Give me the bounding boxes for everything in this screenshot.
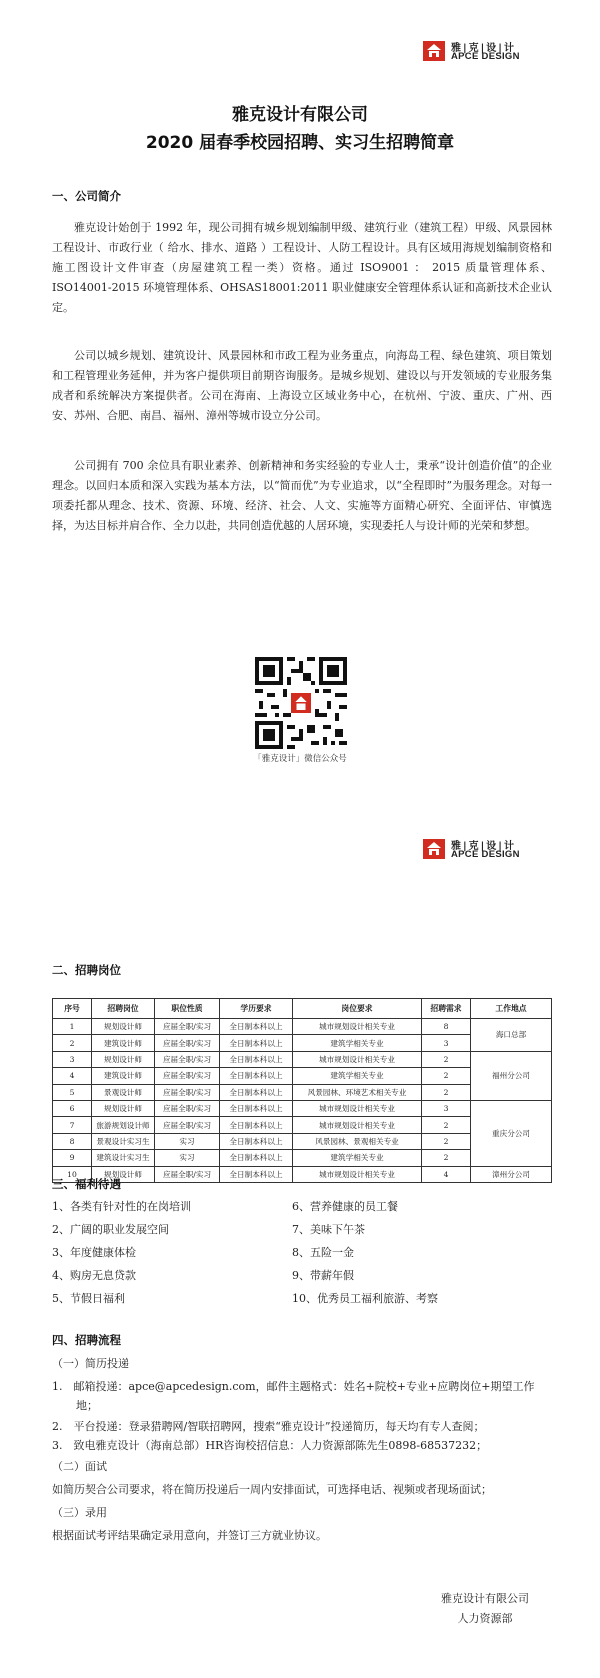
table-cell: 3: [422, 1100, 471, 1116]
benefit-item: 1、各类有针对性的在岗培训: [52, 1200, 191, 1213]
benefit-item: 6、营养健康的员工餐: [292, 1200, 398, 1213]
process-item-email-cont: 地；: [76, 1399, 98, 1412]
table-cell: 实习: [155, 1150, 220, 1166]
table-cell: 2: [422, 1068, 471, 1084]
table-cell: 全日制本科以上: [220, 1035, 293, 1051]
process-subheading-resume: （一）简历投递: [52, 1357, 129, 1370]
benefit-item: 3、年度健康体检: [52, 1246, 136, 1259]
table-cell: 应届全职/实习: [155, 1117, 220, 1133]
table-cell: 景观设计实习生: [92, 1133, 155, 1149]
table-cell: 全日制本科以上: [220, 1166, 293, 1182]
benefit-item: 5、节假日福利: [52, 1292, 125, 1305]
intro-paragraph-3: 公司拥有 700 余位具有职业素养、创新精神和务实经验的专业人士，秉承“设计创造价值”的企业理念。以回归本质和深入实践为基本方法，以“简而优”为专业追求，以“全程即时”为服务理念。对每一项委托都从理念、技术、资源、环境、经济、社会、人文、实施等方面精心研究、全面评估、审慎选择，为达目标并肩合作、全力以赴，共同创造优越的人居环境，实现委托人与设计师的光荣和梦想。: [52, 459, 552, 532]
table-cell: 1: [53, 1019, 92, 1035]
table-cell-location: 福州分公司: [471, 1051, 552, 1100]
qr-caption: 「雅克设计」微信公众号: [253, 754, 347, 764]
column-header: 招聘需求: [422, 999, 471, 1019]
section-heading-benefits: 三、福利待遇: [52, 1177, 121, 1191]
table-cell: 建筑设计师: [92, 1068, 155, 1084]
table-cell: 规划设计师: [92, 1100, 155, 1116]
table-cell: 2: [53, 1035, 92, 1051]
table-cell: 8: [53, 1133, 92, 1149]
table-cell: 8: [422, 1019, 471, 1035]
table-cell: 应届全职/实习: [155, 1166, 220, 1182]
table-cell: 应届全职/实习: [155, 1084, 220, 1100]
logo-text-en: APCE DESIGN: [451, 51, 520, 62]
benefit-item: 2、广阔的职业发展空间: [52, 1223, 169, 1236]
table-cell: 9: [53, 1150, 92, 1166]
benefit-item: 4、购房无息贷款: [52, 1269, 136, 1282]
signature-company: 雅克设计有限公司: [441, 1592, 529, 1605]
process-subheading-hire: （三）录用: [52, 1506, 107, 1519]
table-cell: 5: [53, 1084, 92, 1100]
section-heading-process: 四、招聘流程: [52, 1333, 121, 1347]
section-heading-jobs: 二、招聘岗位: [52, 963, 121, 977]
table-cell: 规划设计师: [92, 1166, 155, 1182]
benefit-item: 10、优秀员工福利旅游、考察: [292, 1292, 438, 1305]
column-header: 学历要求: [220, 999, 293, 1019]
table-cell: 2: [422, 1084, 471, 1100]
section-heading-intro: 一、公司简介: [52, 189, 121, 203]
table-cell: 3: [422, 1035, 471, 1051]
process-hire-text: 根据面试考评结果确定录用意向，并签订三方就业协议。: [52, 1529, 327, 1542]
intro-paragraph-2: 公司以城乡规划、建筑设计、风景园林和市政工程为业务重点，向海岛工程、绿色建筑、项目策划和工程管理业务延伸，并为客户提供项目前期咨询服务。是城乡规划、建设以与开发领域的专业服务集成者和系统解决方案提供者。公司在海南、上海设立区域业务中心，在杭州、宁波、重庆、广州、西安、苏州、合肥、南昌、福州、漳州等城市设立分公司。: [52, 349, 552, 422]
page-subtitle: 2020 届春季校园招聘、实习生招聘简章: [145, 133, 455, 153]
table-cell-location: 海口总部: [471, 1019, 552, 1052]
table-cell: 建筑设计师: [92, 1035, 155, 1051]
column-header: 职位性质: [155, 999, 220, 1019]
table-cell: 3: [53, 1051, 92, 1067]
table-cell: 风景园林、景观相关专业: [293, 1133, 422, 1149]
table-cell: 应届全职/实习: [155, 1068, 220, 1084]
table-cell: 全日制本科以上: [220, 1133, 293, 1149]
table-cell: 10: [53, 1166, 92, 1182]
table-header-row: [53, 999, 552, 1019]
table-cell: 2: [422, 1150, 471, 1166]
table-cell: 应届全职/实习: [155, 1100, 220, 1116]
process-item-email: 1. 邮箱投递：apce@apcedesign.com，邮件主题格式：姓名+院校+专业+应聘岗位+期望工作: [52, 1380, 535, 1393]
benefit-item: 9、带薪年假: [292, 1269, 354, 1282]
table-cell: 规划设计师: [92, 1019, 155, 1035]
table-cell-location: 重庆分公司: [471, 1100, 552, 1166]
table-cell: 全日制本科以上: [220, 1068, 293, 1084]
table-cell: 建筑学相关专业: [293, 1068, 422, 1084]
intro-paragraph-1: 雅克设计始创于 1992 年，现公司拥有城乡规划编制甲级、建筑行业（建筑工程）甲级、风景园林工程设计、市政行业（ 给水、排水、道路 ）工程设计、人防工程设计。具有区域用海规划编制资格和施工图设计文件审查（房屋建筑工程一类）资格。通过 ISO9001 ： 2015 质量管理体系、ISO14001-2015 环境管理体系、OHSAS18001:2011 职业健康安全管理体系认证和高新技术企业认定。: [52, 221, 552, 314]
process-subheading-interview: （二）面试: [52, 1460, 107, 1473]
table-cell: 城市规划设计相关专业: [293, 1051, 422, 1067]
table-cell: 4: [53, 1068, 92, 1084]
table-cell: 应届全职/实习: [155, 1019, 220, 1035]
table-cell: 建筑学相关专业: [293, 1150, 422, 1166]
process-interview-text: 如简历契合公司要求，将在简历投递后一周内安排面试，可选择电话、视频或者现场面试；: [52, 1483, 492, 1496]
column-header: 工作地点: [471, 999, 552, 1019]
table-row: [53, 1019, 552, 1035]
table-cell: 全日制本科以上: [220, 1084, 293, 1100]
table-cell: 2: [422, 1117, 471, 1133]
column-header: 招聘岗位: [92, 999, 155, 1019]
table-cell: 4: [422, 1166, 471, 1182]
logo-text-cn: 雅|克|设|计: [451, 841, 516, 852]
logo-mark-icon: [423, 41, 445, 61]
table-cell: 规划设计师: [92, 1051, 155, 1067]
column-header: 岗位要求: [293, 999, 422, 1019]
table-cell: 景观设计师: [92, 1084, 155, 1100]
table-cell: 应届全职/实习: [155, 1035, 220, 1051]
logo-text-en: APCE DESIGN: [451, 849, 520, 860]
table-cell: 7: [53, 1117, 92, 1133]
table-row: [53, 1051, 552, 1067]
wechat-qr-code: [255, 657, 347, 749]
column-header: 序号: [53, 999, 92, 1019]
table-cell: 全日制本科以上: [220, 1100, 293, 1116]
table-cell: 建筑学相关专业: [293, 1035, 422, 1051]
benefit-item: 8、五险一金: [292, 1246, 354, 1259]
table-cell: 全日制本科以上: [220, 1051, 293, 1067]
table-cell: 2: [422, 1133, 471, 1149]
brand-logo: [423, 38, 533, 64]
benefit-item: 7、美味下午茶: [292, 1223, 365, 1236]
page-title: 雅克设计有限公司: [232, 105, 368, 125]
jobs-table: [52, 998, 552, 1183]
table-cell: 应届全职/实习: [155, 1051, 220, 1067]
table-cell: 城市规划设计相关专业: [293, 1019, 422, 1035]
table-cell: 全日制本科以上: [220, 1150, 293, 1166]
table-cell: 6: [53, 1100, 92, 1116]
table-cell: 城市规划设计相关专业: [293, 1100, 422, 1116]
table-cell: 全日制本科以上: [220, 1117, 293, 1133]
table-cell: 城市规划设计相关专业: [293, 1117, 422, 1133]
table-cell: 实习: [155, 1133, 220, 1149]
table-cell: 全日制本科以上: [220, 1019, 293, 1035]
process-item-phone: 3. 致电雅克设计（海南总部）HR咨询校招信息：人力资源部陈先生0898-68537232；: [52, 1439, 488, 1452]
table-cell: 风景园林、环境艺术相关专业: [293, 1084, 422, 1100]
logo-text-cn: 雅|克|设|计: [451, 43, 516, 54]
table-cell: 城市规划设计相关专业: [293, 1166, 422, 1182]
table-row: [53, 1166, 552, 1182]
table-cell: 2: [422, 1051, 471, 1067]
process-item-platform: 2. 平台投递：登录猎聘网/智联招聘网，搜索“雅克设计”投递简历，每天均有专人查阅；: [52, 1420, 485, 1433]
table-cell: 建筑设计实习生: [92, 1150, 155, 1166]
table-row: [53, 1100, 552, 1116]
table-cell-location: 漳州分公司: [471, 1166, 552, 1182]
signature-dept: 人力资源部: [457, 1612, 513, 1625]
logo-mark-icon: [423, 839, 445, 859]
brand-logo-page2: [423, 836, 533, 862]
table-cell: 旅游规划设计师: [92, 1117, 155, 1133]
